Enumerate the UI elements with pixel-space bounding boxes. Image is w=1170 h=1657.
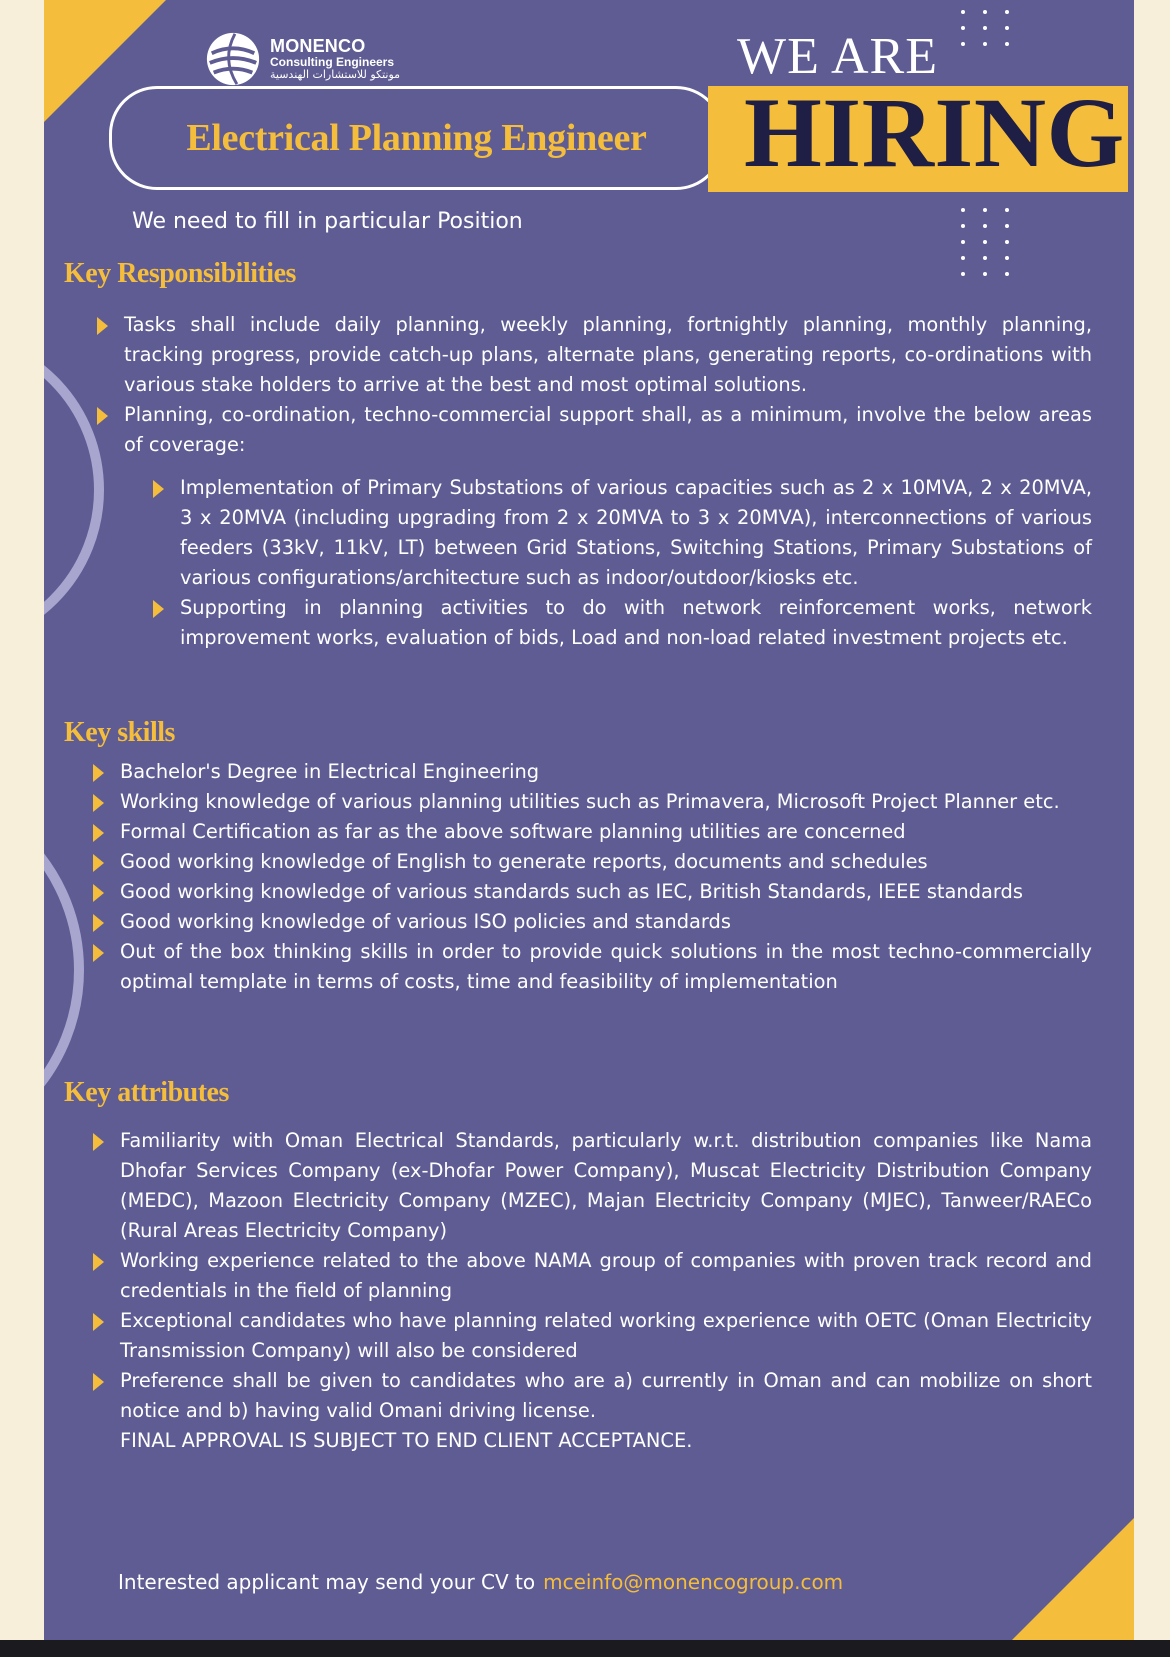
company-subtitle: Consulting Engineers bbox=[270, 55, 395, 70]
list-item: Supporting in planning activities to do with network reinforcement works, network improvement works, evaluation of bids, Load and non-load related investment projects etc. bbox=[150, 593, 1092, 653]
list-item: Tasks shall include daily planning, weekly planning, fortnightly planning, monthly planning, tracking progress, provide catch-up plans, alternate plans, generating reports, co-ordinations with various stake holders to arrive at the best and most optimal solutions. bbox=[94, 310, 1092, 400]
list-item: Working knowledge of various planning utilities such as Primavera, Microsoft Project Planner etc. bbox=[90, 787, 1092, 817]
hiring-text: HIRING bbox=[744, 77, 1125, 188]
decorative-dots-top bbox=[961, 10, 1019, 46]
job-poster bbox=[44, 0, 1134, 1640]
responsibilities-heading: Key Responsibilities bbox=[64, 258, 296, 289]
responsibilities-list bbox=[94, 310, 1092, 460]
skills-heading: Key skills bbox=[64, 717, 175, 748]
list-item: Implementation of Primary Substations of various capacities such as 2 x 10MVA, 2 x 20MVA, 3 x 20MVA (including upgrading from 2 x 20MVA to 3 x 20MVA), interconnections of various feeders (33kV, 11kV, LT) between Grid Stations, Switching Stations, Primary Substations of various configurations/architecture such as indoor/outdoor/kiosks etc. bbox=[150, 473, 1092, 593]
company-arabic-name: مونتكو للاستشارات الهندسية bbox=[270, 67, 401, 81]
list-item: Formal Certification as far as the above software planning utilities are concerned bbox=[90, 817, 1092, 847]
list-item-text: Preference shall be given to candidates who are a) currently in Oman and can mobilize on short notice and b) having valid Omani driving license. bbox=[120, 1369, 1092, 1422]
globe-icon bbox=[204, 30, 262, 88]
company-name: MONENCO bbox=[270, 36, 366, 57]
job-title-frame bbox=[109, 86, 724, 190]
decorative-dots-middle bbox=[961, 208, 1019, 276]
list-item: Good working knowledge of English to generate reports, documents and schedules bbox=[90, 847, 1092, 877]
list-item: Planning, co-ordination, techno-commercial support shall, as a minimum, involve the below areas of coverage: bbox=[94, 400, 1092, 460]
list-item: Exceptional candidates who have planning related working experience with OETC (Oman Electricity Transmission Company) will also be considered bbox=[90, 1306, 1092, 1366]
list-item: Good working knowledge of various standards such as IEC, British Standards, IEEE standards bbox=[90, 877, 1092, 907]
list-item: Out of the box thinking skills in order to provide quick solutions in the most techno-commercially optimal template in terms of costs, time and feasibility of implementation bbox=[90, 937, 1092, 997]
list-item: Familiarity with Oman Electrical Standards, particularly w.r.t. distribution companies like Nama Dhofar Services Company (ex-Dhofar Power Company), Muscat Electricity Distribution Company (MEDC), Mazoon Electricity Company (MZEC), Majan Electricity Company (MJEC), Tanweer/RAECo (Rural Areas Electricity Company) bbox=[90, 1126, 1092, 1246]
list-item: Bachelor's Degree in Electrical Engineering bbox=[90, 757, 1092, 787]
job-title: Electrical Planning Engineer bbox=[186, 117, 647, 159]
final-approval-note: FINAL APPROVAL IS SUBJECT TO END CLIENT ACCEPTANCE. bbox=[120, 1429, 693, 1452]
bottom-border bbox=[0, 1640, 1170, 1657]
list-item bbox=[90, 1366, 1092, 1456]
attributes-heading: Key attributes bbox=[64, 1077, 229, 1108]
footer-contact bbox=[118, 1570, 843, 1594]
coverage-sublist bbox=[150, 473, 1092, 653]
corner-accent-bottom-right bbox=[1012, 1518, 1134, 1640]
list-item: Good working knowledge of various ISO policies and standards bbox=[90, 907, 1092, 937]
company-logo bbox=[204, 30, 400, 88]
footer-text: Interested applicant may send your CV to bbox=[118, 1570, 536, 1594]
skills-list bbox=[90, 757, 1092, 997]
we-are-text: WE ARE bbox=[737, 28, 938, 85]
list-item: Working experience related to the above NAMA group of companies with proven track record and credentials in the field of planning bbox=[90, 1246, 1092, 1306]
attributes-list bbox=[90, 1126, 1092, 1456]
contact-email-link[interactable]: mceinfo@monencogroup.com bbox=[543, 1570, 844, 1594]
intro-text: We need to fill in particular Position bbox=[132, 209, 523, 234]
